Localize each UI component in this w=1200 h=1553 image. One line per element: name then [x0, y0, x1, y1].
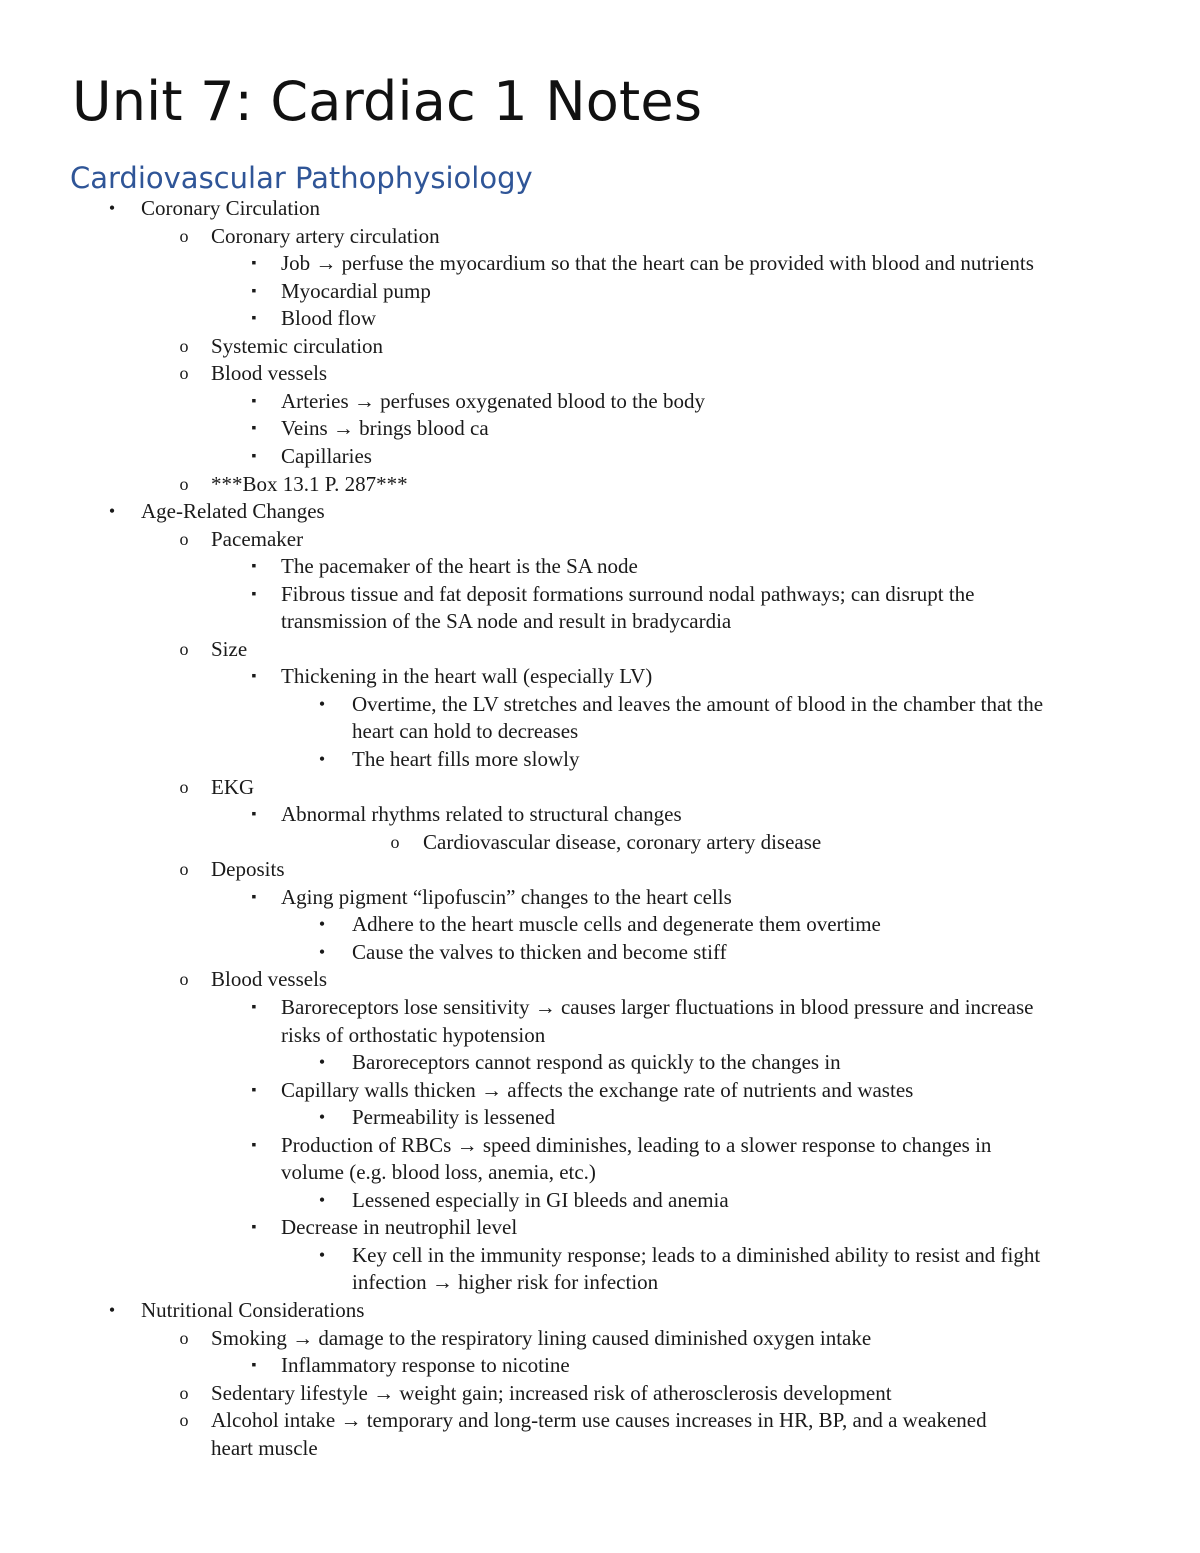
level-3-bullet-icon: ▪ [251, 890, 257, 905]
outline-line-level-3: Production of RBCs → speed diminishes, leading to a slower response to changes in [281, 1133, 992, 1157]
outline-line-level-2: Coronary artery circulation [211, 224, 440, 248]
outline-line-level-4: infection → higher risk for infection [352, 1270, 659, 1294]
level-3-bullet-icon: ▪ [251, 1083, 257, 1098]
level-2-bullet-icon: o [179, 1328, 189, 1348]
outline-line-level-4: Baroreceptors cannot respond as quickly to the changes in [352, 1050, 841, 1074]
outline-line-level-3: Job → perfuse the myocardium so that the heart can be provided with blood and nutrients [281, 251, 1034, 275]
section-heading: Cardiovascular Pathophysiology [70, 161, 533, 195]
level-3-bullet-icon: ▪ [251, 1000, 257, 1015]
level-4-bullet-icon: • [318, 914, 326, 934]
outline-line-level-2: Sedentary lifestyle → weight gain; increased risk of atherosclerosis development [211, 1381, 892, 1405]
outline-line-level-3: Capillary walls thicken → affects the exchange rate of nutrients and wastes [281, 1078, 914, 1102]
outline-line-level-3: Arteries → perfuses oxygenated blood to the body [281, 389, 705, 413]
level-2-bullet-icon: o [179, 639, 189, 659]
level-4-bullet-icon: • [318, 1052, 326, 1072]
outline-line-level-3: volume (e.g. blood loss, anemia, etc.) [281, 1160, 596, 1184]
level-2-bullet-icon: o [179, 1383, 189, 1403]
outline-line-level-2: Smoking → damage to the respiratory lining caused diminished oxygen intake [211, 1326, 872, 1350]
level-4-bullet-icon: • [318, 1107, 326, 1127]
level-1-bullet-icon: • [108, 1300, 116, 1320]
outline-line-level-3: Capillaries [281, 444, 372, 468]
outline-line-level-3: transmission of the SA node and result in bradycardia [281, 609, 732, 633]
level-3-bullet-icon: ▪ [251, 449, 257, 464]
level-3-bullet-icon: ▪ [251, 807, 257, 822]
level-3-bullet-icon: ▪ [251, 311, 257, 326]
level-2-bullet-icon: o [179, 1410, 189, 1430]
level-5-bullet-icon: o [390, 832, 400, 852]
level-3-bullet-icon: ▪ [251, 1358, 257, 1373]
level-2-bullet-icon: o [179, 363, 189, 383]
level-3-bullet-icon: ▪ [251, 421, 257, 436]
level-4-bullet-icon: • [318, 942, 326, 962]
outline-line-level-2: Size [211, 637, 248, 661]
outline-line-level-2: Systemic circulation [211, 334, 384, 358]
level-3-bullet-icon: ▪ [251, 559, 257, 574]
outline-line-level-3: Blood flow [281, 306, 377, 330]
outline-line-level-2: heart muscle [211, 1436, 318, 1460]
outline-line-level-2: Pacemaker [211, 527, 304, 551]
outline-line-level-2: Alcohol intake → temporary and long-term use causes increases in HR, BP, and a weakened [211, 1408, 987, 1432]
outline-line-level-2: Blood vessels [211, 967, 328, 991]
outline-line-level-3: The pacemaker of the heart is the SA node [281, 554, 638, 578]
outline-line-level-3: Fibrous tissue and fat deposit formations surround nodal pathways; can disrupt the [281, 582, 975, 606]
level-2-bullet-icon: o [179, 969, 189, 989]
outline-line-level-3: Decrease in neutrophil level [281, 1215, 518, 1239]
outline-line-level-4: Permeability is lessened [352, 1105, 555, 1129]
outline-line-level-1: Nutritional Considerations [141, 1298, 365, 1322]
outline-line-level-3: Veins → brings blood ca [281, 416, 489, 440]
outline-line-level-4: Cause the valves to thicken and become stiff [352, 940, 727, 964]
outline-line-level-5: Cardiovascular disease, coronary artery disease [423, 830, 822, 854]
level-2-bullet-icon: o [179, 336, 189, 356]
outline-line-level-4: The heart fills more slowly [352, 747, 580, 771]
outline-line-level-3: Abnormal rhythms related to structural changes [281, 802, 682, 826]
outline-line-level-3: Baroreceptors lose sensitivity → causes larger fluctuations in blood pressure and increase [281, 995, 1034, 1019]
level-1-bullet-icon: • [108, 501, 116, 521]
level-3-bullet-icon: ▪ [251, 256, 257, 271]
level-3-bullet-icon: ▪ [251, 669, 257, 684]
level-4-bullet-icon: • [318, 749, 326, 769]
page-title: Unit 7: Cardiac 1 Notes [72, 70, 703, 133]
level-2-bullet-icon: o [179, 226, 189, 246]
outline-line-level-2: EKG [211, 775, 255, 799]
level-3-bullet-icon: ▪ [251, 1138, 257, 1153]
outline-line-level-4: Key cell in the immunity response; leads to a diminished ability to resist and fight [352, 1243, 1041, 1267]
level-4-bullet-icon: • [318, 1245, 326, 1265]
outline-line-level-2: Deposits [211, 857, 285, 881]
outline-line-level-4: Overtime, the LV stretches and leaves the amount of blood in the chamber that the [352, 692, 1044, 716]
level-2-bullet-icon: o [179, 777, 189, 797]
level-1-bullet-icon: • [108, 198, 116, 218]
outline-line-level-3: Myocardial pump [281, 279, 431, 303]
level-3-bullet-icon: ▪ [251, 587, 257, 602]
outline-line-level-1: Age-Related Changes [141, 499, 325, 523]
level-2-bullet-icon: o [179, 529, 189, 549]
outline-line-level-2: ***Box 13.1 P. 287*** [211, 472, 408, 496]
level-2-bullet-icon: o [179, 859, 189, 879]
outline-line-level-3: risks of orthostatic hypotension [281, 1023, 546, 1047]
level-3-bullet-icon: ▪ [251, 394, 257, 409]
level-4-bullet-icon: • [318, 1190, 326, 1210]
outline-line-level-4: heart can hold to decreases [352, 719, 579, 743]
outline-line-level-3: Thickening in the heart wall (especially LV) [281, 664, 653, 688]
level-2-bullet-icon: o [179, 474, 189, 494]
outline-line-level-4: Adhere to the heart muscle cells and degenerate them overtime [352, 912, 881, 936]
outline-line-level-4: Lessened especially in GI bleeds and anemia [352, 1188, 729, 1212]
level-3-bullet-icon: ▪ [251, 1220, 257, 1235]
outline-line-level-2: Blood vessels [211, 361, 328, 385]
outline-line-level-3: Aging pigment “lipofuscin” changes to the heart cells [281, 885, 732, 909]
outline-line-level-1: Coronary Circulation [141, 196, 321, 220]
level-3-bullet-icon: ▪ [251, 284, 257, 299]
level-4-bullet-icon: • [318, 694, 326, 714]
outline-line-level-3: Inflammatory response to nicotine [281, 1353, 570, 1377]
